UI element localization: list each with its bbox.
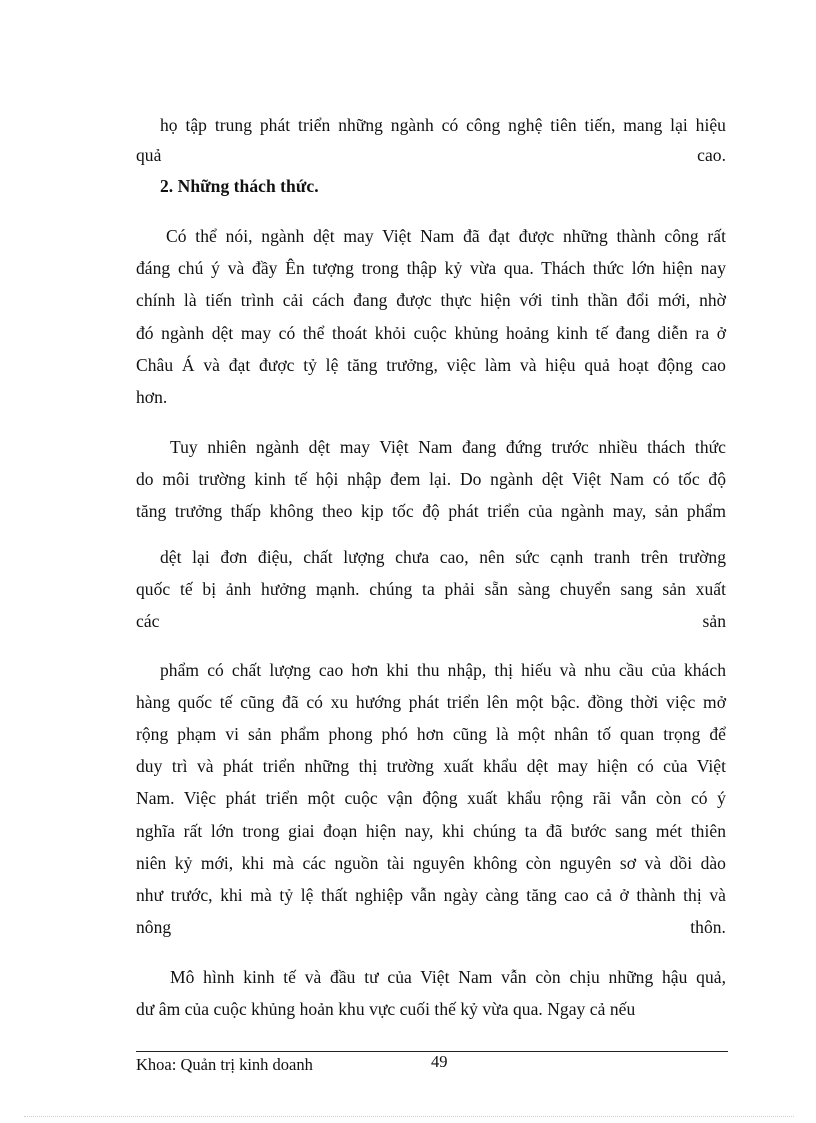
text-line: họ tập trung phát triển những ngành có công nghệ tiên tiến, mang lại hiệu xyxy=(160,115,726,135)
text-line: như trước, khi mà tỷ lệ thất nghiệp vẫn ngày càng tăng cao cả ở thành thị và xyxy=(136,885,726,905)
text-line: rộng phạm vi sản phẩm phong phó hơn cũng là một nhân tố quan trọng để xyxy=(136,724,726,744)
page-number: 49 xyxy=(431,1052,448,1071)
text-line: Nam. Việc phát triển một cuộc vận động xuất khẩu rộng rãi vẫn còn có ý xyxy=(136,788,726,808)
text-line: quả cao. xyxy=(136,145,726,165)
text-line: nghĩa rất lớn trong giai đoạn hiện nay, khi chúng ta đã bước sang mét thiên xyxy=(136,821,726,841)
text-line: hàng quốc tế cũng đã có xu hướng phát triển lên một bậc. đồng thời việc mở xyxy=(136,692,726,712)
text-line: dư âm của cuộc khủng hoản khu vực cuối thế kỷ vừa qua. Ngay cả nếu xyxy=(136,999,636,1019)
page-bottom-dotted-rule xyxy=(24,1116,794,1117)
text-line: Châu Á và đạt được tỷ lệ tăng trưởng, việc làm và hiệu quả hoạt động cao xyxy=(136,355,726,375)
text-line: niên kỷ mới, khi mà các nguồn tài nguyên không còn nguyên sơ và dồi dào xyxy=(136,853,726,873)
text-line: quốc tế bị ảnh hưởng mạnh. chúng ta phải sẵn sàng chuyển sang sản xuất xyxy=(136,579,726,599)
text-line: hơn. xyxy=(136,387,168,407)
text-line: tăng trưởng thấp không theo kịp tốc độ phát triển của ngành may, sản phẩm xyxy=(136,501,726,521)
text-line: phẩm có chất lượng cao hơn khi thu nhập, thị hiếu và nhu cầu của khách xyxy=(160,660,726,680)
text-line: nông thôn. xyxy=(136,917,726,937)
text-line: các sản xyxy=(136,611,726,631)
footer-department: Khoa: Quản trị kinh doanh xyxy=(136,1055,313,1074)
text-line: đáng chú ý và đầy Ên tượng trong thập kỷ vừa qua. Thách thức lớn hiện nay xyxy=(136,258,726,278)
text-line: Mô hình kinh tế và đầu tư của Việt Nam vẫn còn chịu những hậu quả, xyxy=(170,967,726,987)
text-line: do môi trường kinh tế hội nhập đem lại. Do ngành dệt Việt Nam có tốc độ xyxy=(136,469,726,489)
text-line: chính là tiến trình cải cách đang được thực hiện với tinh thần đổi mới, nhờ xyxy=(136,290,726,310)
text-line: Có thể nói, ngành dệt may Việt Nam đã đạt được những thành công rất xyxy=(166,226,726,246)
text-line: Tuy nhiên ngành dệt may Việt Nam đang đứng trước nhiều thách thức xyxy=(170,437,726,457)
text-line: dệt lại đơn điệu, chất lượng chưa cao, nên sức cạnh tranh trên trường xyxy=(160,547,726,567)
text-line: đó ngành dệt may có thể thoát khỏi cuộc khủng hoảng kinh tế đang diễn ra ở xyxy=(136,323,726,343)
section-heading: 2. Những thách thức. xyxy=(160,176,319,196)
text-line: duy trì và phát triển những thị trường xuất khẩu dệt may hiện có của Việt xyxy=(136,756,726,776)
